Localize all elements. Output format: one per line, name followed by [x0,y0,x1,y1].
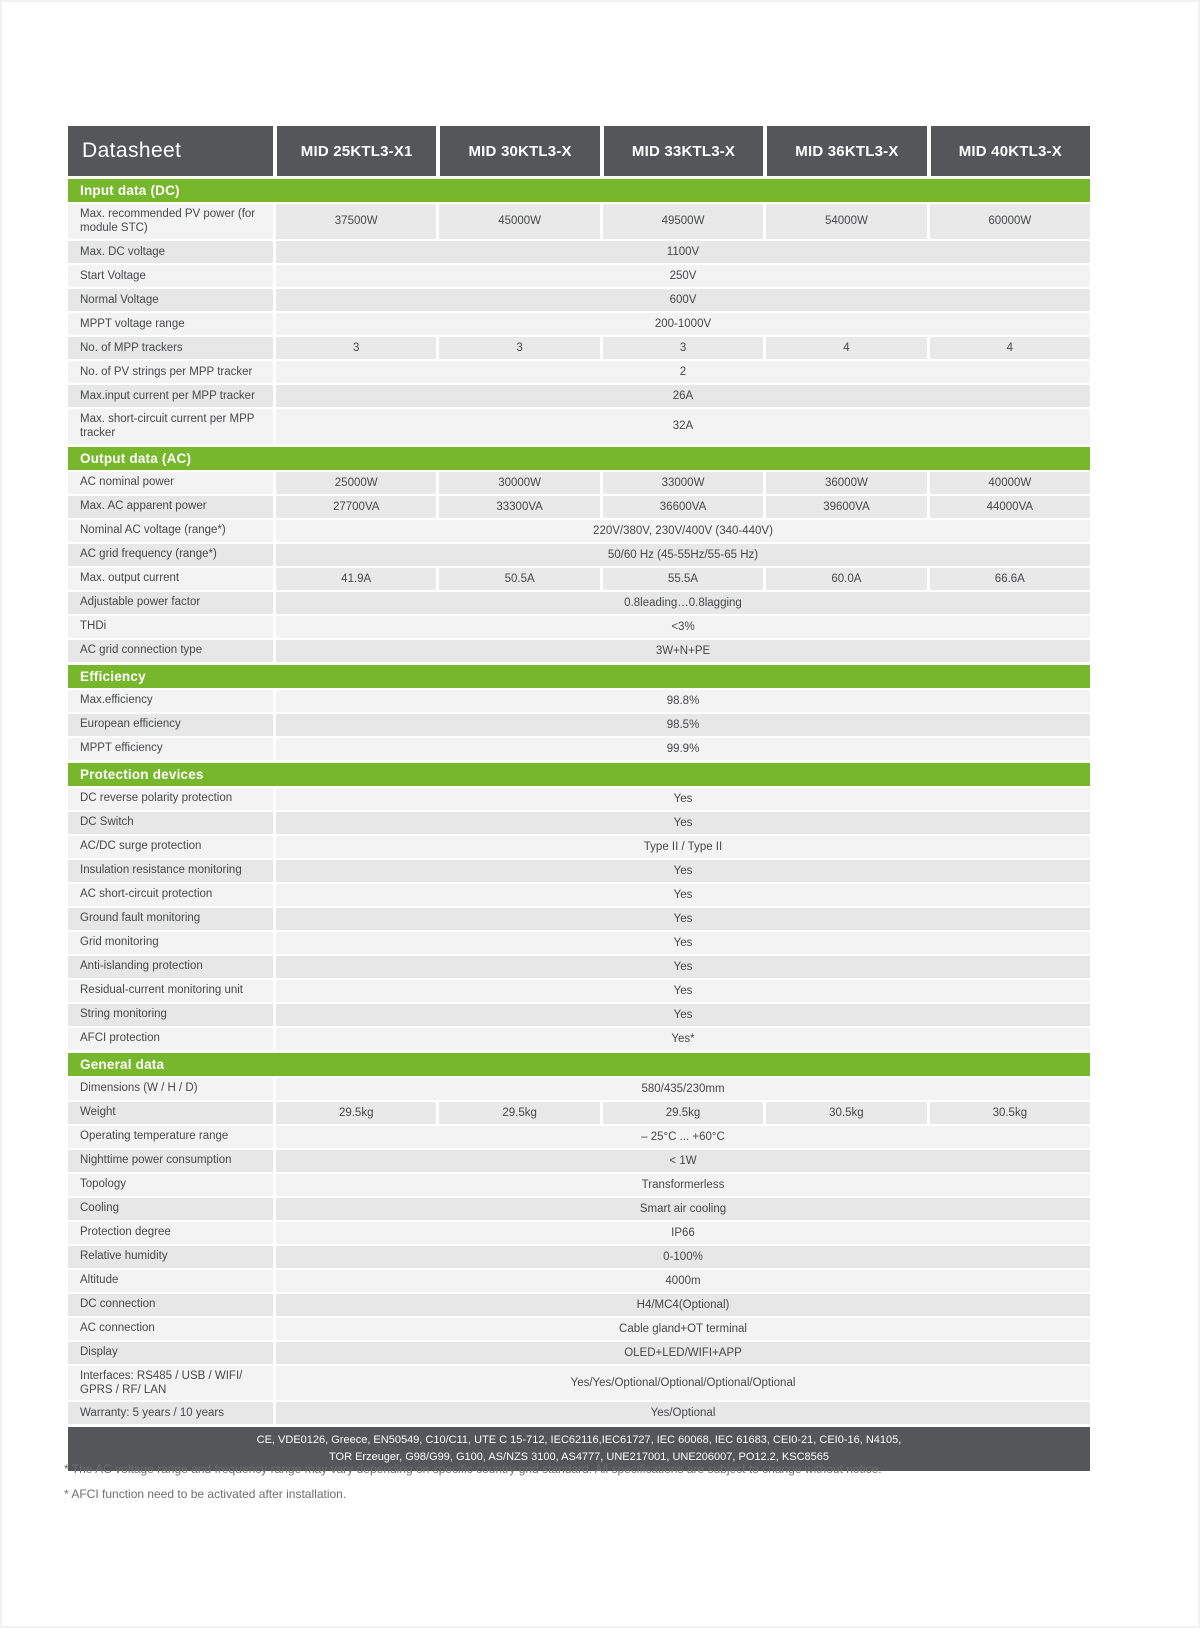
spec-value: 3 [603,337,763,359]
spec-value: 40000W [930,472,1090,494]
row-label: Topology [68,1174,273,1196]
spec-value: 27700VA [276,496,436,518]
row-label: Weight [68,1102,273,1124]
spec-value: 49500W [603,204,763,239]
row-label: Max.input current per MPP tracker [68,385,273,407]
spec-value: Yes [276,812,1090,834]
row-label: THDi [68,616,273,638]
spec-row [68,1174,1090,1196]
footnote-afci: * AFCI function need to be activated after installation. [64,1486,347,1501]
spec-row [68,241,1090,263]
row-label: AC/DC surge protection [68,836,273,858]
spec-value: 39600VA [766,496,926,518]
spec-value: Yes [276,956,1090,978]
spec-row [68,956,1090,978]
row-label: MPPT efficiency [68,738,273,760]
spec-value: – 25°C ... +60°C [276,1126,1090,1148]
column-header-model: MID 33KTL3-X [604,126,763,176]
spec-value: Cable gland+OT terminal [276,1318,1090,1340]
row-label: Operating temperature range [68,1126,273,1148]
row-label: No. of MPP trackers [68,337,273,359]
spec-value: 3W+N+PE [276,640,1090,662]
spec-row [68,409,1090,444]
datasheet-page [68,126,1090,1471]
spec-value: <3% [276,616,1090,638]
spec-row [68,788,1090,810]
spec-row [68,1028,1090,1050]
spec-value: 29.5kg [439,1102,599,1124]
spec-row [68,1342,1090,1364]
row-label: Display [68,1342,273,1364]
spec-row [68,1402,1090,1424]
spec-row [68,1150,1090,1172]
spec-value: 30.5kg [766,1102,926,1124]
section-header: Efficiency [68,665,1090,688]
spec-value: 33300VA [439,496,599,518]
spec-value: 36000W [766,472,926,494]
spec-value: H4/MC4(Optional) [276,1294,1090,1316]
spec-value: 29.5kg [276,1102,436,1124]
spec-row [68,496,1090,518]
row-label: Ground fault monitoring [68,908,273,930]
spec-row [68,812,1090,834]
spec-row [68,337,1090,359]
spec-row [68,714,1090,736]
footnotes [64,1462,1144,1511]
spec-row [68,385,1090,407]
spec-row [68,289,1090,311]
spec-row [68,1222,1090,1244]
row-label: Max. recommended PV power (for module STC) [68,204,273,239]
row-label: Warranty: 5 years / 10 years [68,1402,273,1424]
spec-value: 32A [276,409,1090,444]
spec-row [68,472,1090,494]
spec-value: 98.5% [276,714,1090,736]
row-label: String monitoring [68,1004,273,1026]
spec-value: 3 [439,337,599,359]
spec-value: 0-100% [276,1246,1090,1268]
spec-row [68,1102,1090,1124]
spec-value: 66.6A [930,568,1090,590]
spec-value: 37500W [276,204,436,239]
spec-row [68,265,1090,287]
row-label: Residual-current monitoring unit [68,980,273,1002]
row-label: Max.efficiency [68,690,273,712]
spec-row [68,1270,1090,1292]
spec-row [68,313,1090,335]
spec-value: Yes [276,980,1090,1002]
row-label: AC grid frequency (range*) [68,544,273,566]
row-label: Dimensions (W / H / D) [68,1078,273,1100]
spec-value: 29.5kg [603,1102,763,1124]
column-header-model: MID 30KTL3-X [440,126,599,176]
row-label: DC Switch [68,812,273,834]
spec-value: 45000W [439,204,599,239]
spec-row [68,738,1090,760]
spec-value: 4 [930,337,1090,359]
column-header-model: MID 36KTL3-X [767,126,926,176]
spec-value: Yes [276,908,1090,930]
spec-value: Transformerless [276,1174,1090,1196]
row-label: Nominal AC voltage (range*) [68,520,273,542]
spec-value: Yes [276,860,1090,882]
row-label: MPPT voltage range [68,313,273,335]
spec-value: 99.9% [276,738,1090,760]
spec-value: 26A [276,385,1090,407]
row-label: European efficiency [68,714,273,736]
spec-value: 30.5kg [930,1102,1090,1124]
section-header: Protection devices [68,763,1090,786]
column-header-model: MID 25KTL3-X1 [277,126,436,176]
row-label: Anti-islanding protection [68,956,273,978]
spec-value: 1100V [276,241,1090,263]
row-label: Altitude [68,1270,273,1292]
spec-value: Yes [276,1004,1090,1026]
spec-row [68,1246,1090,1268]
spec-row [68,1126,1090,1148]
spec-value: 30000W [439,472,599,494]
spec-value: 60.0A [766,568,926,590]
row-label: AC nominal power [68,472,273,494]
spec-value: 4000m [276,1270,1090,1292]
row-label: AFCI protection [68,1028,273,1050]
spec-value: 2 [276,361,1090,383]
spec-value: 250V [276,265,1090,287]
spec-value: 3 [276,337,436,359]
spec-value: Smart air cooling [276,1198,1090,1220]
row-label: Relative humidity [68,1246,273,1268]
spec-row [68,592,1090,614]
row-label: Max. short-circuit current per MPP tracker [68,409,273,444]
spec-row [68,980,1090,1002]
certification-line: CE, VDE0126, Greece, EN50549, C10/C11, UTE C 15-712, IEC62116,IEC61727, IEC 60068, IEC 61683, CEI0-21, CEI0-16, N4105, [256,1434,902,1447]
row-label: Max. output current [68,568,273,590]
row-label: Nighttime power consumption [68,1150,273,1172]
spec-value: 60000W [930,204,1090,239]
spec-value: 50/60 Hz (45-55Hz/55-65 Hz) [276,544,1090,566]
spec-row [68,1318,1090,1340]
spec-value: Yes/Yes/Optional/Optional/Optional/Optional [276,1366,1090,1401]
page-title: Datasheet [68,126,273,176]
spec-value: < 1W [276,1150,1090,1172]
row-label: DC reverse polarity protection [68,788,273,810]
table-header-row [68,126,1090,176]
spec-row [68,204,1090,239]
row-label: AC connection [68,1318,273,1340]
row-label: AC short-circuit protection [68,884,273,906]
spec-value: IP66 [276,1222,1090,1244]
row-label: Max. AC apparent power [68,496,273,518]
spec-row [68,1004,1090,1026]
row-label: No. of PV strings per MPP tracker [68,361,273,383]
spec-value: Yes* [276,1028,1090,1050]
spec-row [68,932,1090,954]
spec-value: 0.8leading…0.8lagging [276,592,1090,614]
spec-value: Yes/Optional [276,1402,1090,1424]
spec-value: 580/435/230mm [276,1078,1090,1100]
spec-row [68,690,1090,712]
spec-value: 200-1000V [276,313,1090,335]
spec-row [68,568,1090,590]
spec-row [68,616,1090,638]
section-header: Input data (DC) [68,179,1090,202]
spec-value: Yes [276,932,1090,954]
column-header-model: MID 40KTL3-X [931,126,1090,176]
spec-value: Type II / Type II [276,836,1090,858]
row-label: Insulation resistance monitoring [68,860,273,882]
spec-value: 55.5A [603,568,763,590]
certification-line: TOR Erzeuger, G98/G99, G100, AS/NZS 3100, AS4777, UNE217001, UNE206007, PO12.2, KSC8565 [329,1451,829,1464]
row-label: Grid monitoring [68,932,273,954]
spec-value: 220V/380V, 230V/400V (340-440V) [276,520,1090,542]
spec-value: 600V [276,289,1090,311]
row-label: AC grid connection type [68,640,273,662]
spec-value: Yes [276,884,1090,906]
footnote-ac-voltage: * The AC voltage range and frequency range may vary depending on specific country grid standard. All specifications are subject to change without notice. [64,1462,882,1476]
spec-value: OLED+LED/WIFI+APP [276,1342,1090,1364]
spec-row [68,836,1090,858]
spec-value: 33000W [603,472,763,494]
row-label: Cooling [68,1198,273,1220]
spec-value: 25000W [276,472,436,494]
spec-row [68,908,1090,930]
spec-value: 54000W [766,204,926,239]
spec-value: 41.9A [276,568,436,590]
section-header: General data [68,1053,1090,1076]
spec-row [68,640,1090,662]
spec-row [68,544,1090,566]
spec-row [68,1294,1090,1316]
spec-row [68,1078,1090,1100]
spec-row [68,884,1090,906]
spec-value: 98.8% [276,690,1090,712]
spec-value: 44000VA [930,496,1090,518]
spec-value: Yes [276,788,1090,810]
row-label: Protection degree [68,1222,273,1244]
spec-row [68,1198,1090,1220]
row-label: Normal Voltage [68,289,273,311]
spec-value: 50.5A [439,568,599,590]
spec-row [68,860,1090,882]
row-label: Max. DC voltage [68,241,273,263]
spec-row [68,1366,1090,1401]
section-header: Output data (AC) [68,447,1090,470]
spec-value: 36600VA [603,496,763,518]
spec-sections [68,179,1090,1424]
row-label: Interfaces: RS485 / USB / WIFI/ GPRS / RF/ LAN [68,1366,273,1401]
spec-value: 4 [766,337,926,359]
spec-row [68,361,1090,383]
row-label: Start Voltage [68,265,273,287]
row-label: DC connection [68,1294,273,1316]
row-label: Adjustable power factor [68,592,273,614]
spec-row [68,520,1090,542]
